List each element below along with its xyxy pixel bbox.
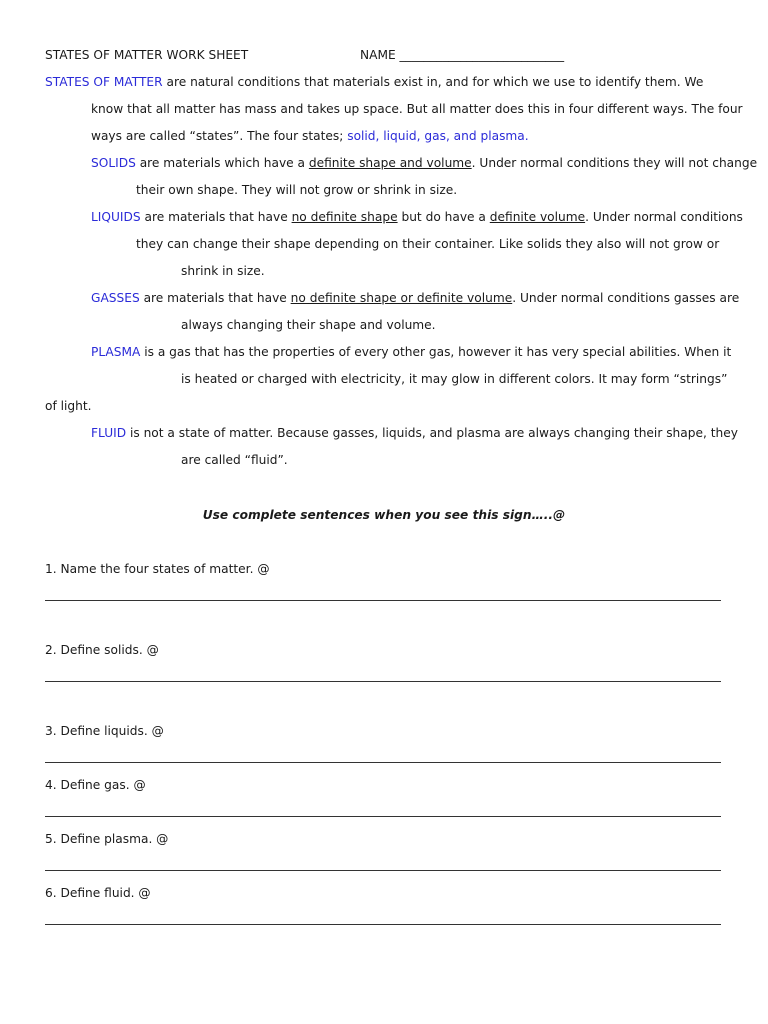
gasses-term: GASSES (91, 291, 140, 305)
liquids-term: LIQUIDS (91, 210, 141, 224)
liquids-line-3: shrink in size. (181, 264, 265, 278)
solids-term: SOLIDS (91, 156, 136, 170)
fluid-term: FLUID (91, 426, 127, 440)
gasses-line-2: always changing their shape and volume. (181, 318, 436, 332)
instruction-note: Use complete sentences when you see this sign…..@ (202, 508, 566, 522)
answer-line-5[interactable] (45, 870, 721, 871)
intro-term: STATES OF MATTER (45, 75, 163, 89)
worksheet-title: STATES OF MATTER WORK SHEET (45, 48, 249, 62)
fluid-line-1: FLUID is not a state of matter. Because gasses, liquids, and plasma are always changing their shape, they (91, 426, 738, 440)
name-field-label: NAME ___________________________ (360, 48, 565, 62)
solids-line-2: their own shape. They will not grow or shrink in size. (136, 183, 458, 197)
answer-line-6[interactable] (45, 924, 721, 925)
intro-line-2: know that all matter has mass and takes up space. But all matter does this in four different ways. The four (91, 102, 743, 116)
solids-line-1: SOLIDS are materials which have a definite shape and volume. Under normal conditions they will not change (91, 156, 758, 170)
fluid-line-2: are called “fluid”. (181, 453, 288, 467)
intro-states-list: solid, liquid, gas, and plasma. (347, 129, 529, 143)
question-6: 6. Define fluid. @ (45, 886, 151, 900)
answer-line-2[interactable] (45, 681, 721, 682)
question-4: 4. Define gas. @ (45, 778, 146, 792)
intro-line-3: ways are called “states”. The four states; solid, liquid, gas, and plasma. (91, 129, 529, 143)
answer-line-3[interactable] (45, 762, 721, 763)
plasma-line-2: is heated or charged with electricity, it may glow in different colors. It may form “strings” (181, 372, 728, 386)
answer-line-1[interactable] (45, 600, 721, 601)
plasma-line-3: of light. (45, 399, 92, 413)
liquids-line-2: they can change their shape depending on their container. Like solids they also will not grow or (136, 237, 720, 251)
plasma-line-1: PLASMA is a gas that has the properties of every other gas, however it has very special abilities. When it (91, 345, 732, 359)
question-1: 1. Name the four states of matter. @ (45, 562, 270, 576)
question-5: 5. Define plasma. @ (45, 832, 169, 846)
plasma-term: PLASMA (91, 345, 141, 359)
question-3: 3. Define liquids. @ (45, 724, 164, 738)
liquids-line-1: LIQUIDS are materials that have no definite shape but do have a definite volume. Under normal conditions (91, 210, 743, 224)
answer-line-4[interactable] (45, 816, 721, 817)
question-2: 2. Define solids. @ (45, 643, 159, 657)
gasses-line-1: GASSES are materials that have no definite shape or definite volume. Under normal conditions gasses are (91, 291, 740, 305)
intro-line-1: STATES OF MATTER are natural conditions that materials exist in, and for which we use to identify them. We (45, 75, 704, 89)
